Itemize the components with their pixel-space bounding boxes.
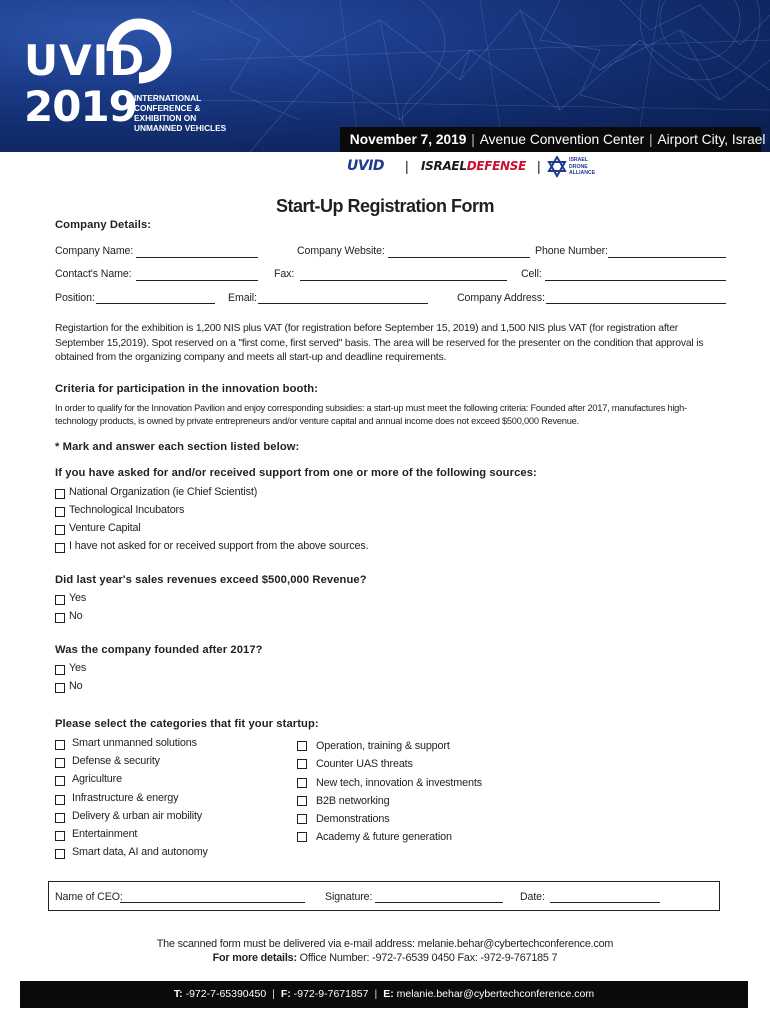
email-label: Email: [228, 292, 257, 304]
company-name-label: Company Name: [55, 245, 134, 257]
sponsor-uvid-logo: UVID [347, 158, 385, 174]
cell-field[interactable] [545, 280, 726, 281]
footer-fax: -972-9-7671857 [293, 988, 369, 1000]
category-label: Operation, training & support [316, 740, 450, 752]
support-option-checkbox[interactable] [55, 489, 65, 499]
criteria-heading: Criteria for participation in the innovation booth: [55, 383, 319, 395]
category-checkbox[interactable] [297, 759, 307, 769]
cell-label: Cell: [521, 268, 542, 280]
signature-label: Signature: [325, 891, 373, 903]
signature-box [48, 881, 720, 911]
support-option-label: Venture Capital [69, 522, 141, 534]
revenue-yes-checkbox[interactable] [55, 595, 65, 605]
footer-email: melanie.behar@cybertechconference.com [396, 988, 595, 1000]
category-label: Delivery & urban air mobility [72, 810, 203, 822]
signature-field[interactable] [375, 902, 503, 903]
company-website-field[interactable] [388, 257, 530, 258]
company-address-field[interactable] [546, 303, 726, 304]
footer-phone: -972-7-65390450 [185, 988, 267, 1000]
delivery-note: The scanned form must be delivered via e-mail address: melanie.behar@cybertechconference.com [156, 938, 614, 950]
category-checkbox[interactable] [55, 849, 65, 859]
category-checkbox[interactable] [297, 796, 307, 806]
logo-subtitle: INTERNATIONAL CONFERENCE & EXHIBITION ON UNMANNED VEHICLES [134, 93, 227, 133]
support-option-label: Technological Incubators [69, 504, 185, 516]
uvid-logo-year: 2019 [24, 82, 137, 131]
categories-question: Please select the categories that fit your startup: [55, 718, 319, 730]
category-label: New tech, innovation & investments [316, 777, 482, 789]
support-question: If you have asked for and/or received support from one or more of the following sources: [55, 467, 537, 479]
more-details-label: For more details: [212, 952, 297, 964]
event-header-banner [0, 0, 770, 152]
criteria-text: In order to qualify for the Innovation Pavilion and enjoy corresponding subsidies: a start-up must meet the following criteria: Founded after 2017, manufactures high-technology products, is owned by private entrepreneurs and/or venture capital and annual income does not exceed $500,000 Revenue. [55, 403, 687, 426]
sponsor-logos [347, 156, 607, 180]
uvid-logo-text: UVID [24, 36, 146, 85]
category-label: Infrastructure & energy [72, 792, 179, 804]
date-field[interactable] [550, 902, 660, 903]
category-checkbox[interactable] [55, 831, 65, 841]
event-venue: Avenue Convention Center [479, 131, 645, 147]
more-details-text: Office Number: -972-7-6539 0450 Fax: -972-9-767185 7 [299, 952, 558, 964]
category-label: Counter UAS threats [316, 758, 413, 770]
fax-field[interactable] [300, 280, 507, 281]
position-field[interactable] [96, 303, 215, 304]
sponsor-israel-drone-alliance-logo: ISRAEL DRONE ALLIANCE [547, 156, 607, 182]
category-checkbox[interactable] [55, 758, 65, 768]
support-option-checkbox[interactable] [55, 507, 65, 517]
support-option-checkbox[interactable] [55, 525, 65, 535]
category-label: Entertainment [72, 828, 138, 840]
category-label: Defense & security [72, 755, 160, 767]
ceo-name-label: Name of CEO: [55, 891, 123, 903]
more-details-line [0, 952, 770, 964]
ceo-name-field[interactable] [120, 902, 305, 903]
company-website-label: Company Website: [297, 245, 385, 257]
company-name-field[interactable] [136, 257, 258, 258]
founded-no-label: No [69, 680, 83, 692]
founded-question: Was the company founded after 2017? [55, 644, 263, 656]
category-label: Agriculture [72, 773, 122, 785]
revenue-question: Did last year's sales revenues exceed $500,000 Revenue? [55, 574, 367, 586]
registration-fee-text: Registartion for the exhibition is 1,200 NIS plus VAT (for registration before September 15, 2019) and 1,500 NIS plus VAT (for registration after September 15,2019). Spot reserved on a "first come, first served" basis. The area will be reserved for the presenter on the condition that approval is obtained from the organizing company and meets all start-up and deadline requirements. [55, 323, 704, 363]
company-details-heading: Company Details: [55, 219, 152, 231]
category-label: Academy & future generation [316, 831, 452, 843]
category-checkbox[interactable] [297, 832, 307, 842]
category-label: Demonstrations [316, 813, 390, 825]
star-of-david-icon [547, 156, 567, 178]
company-address-label: Company Address: [457, 292, 545, 304]
position-label: Position: [55, 292, 95, 304]
founded-no-checkbox[interactable] [55, 683, 65, 693]
category-checkbox[interactable] [55, 740, 65, 750]
category-checkbox[interactable] [297, 778, 307, 788]
contact-name-field[interactable] [136, 280, 258, 281]
revenue-yes-label: Yes [69, 592, 87, 604]
category-label: Smart unmanned solutions [72, 737, 197, 749]
email-field[interactable] [258, 303, 428, 304]
category-checkbox[interactable] [297, 741, 307, 751]
event-date-bar: November 7, 2019 | Avenue Convention Center | Airport City, Israel [340, 127, 761, 152]
category-checkbox[interactable] [297, 814, 307, 824]
category-label: Smart data, AI and autonomy [72, 846, 208, 858]
category-label: B2B networking [316, 795, 390, 807]
form-title: Start-Up Registration Form [275, 196, 494, 216]
founded-yes-label: Yes [69, 662, 87, 674]
support-option-checkbox[interactable] [55, 543, 65, 553]
revenue-no-label: No [69, 610, 83, 622]
support-option-label: National Organization (ie Chief Scientist) [69, 486, 258, 498]
category-checkbox[interactable] [55, 813, 65, 823]
revenue-no-checkbox[interactable] [55, 613, 65, 623]
category-checkbox[interactable] [55, 776, 65, 786]
mark-instructions: * Mark and answer each section listed below: [55, 441, 300, 453]
event-date: November 7, 2019 [349, 131, 467, 147]
date-label: Date: [520, 891, 545, 903]
sponsor-divider: | [405, 158, 409, 174]
event-location: Airport City, Israel [657, 131, 766, 147]
sponsor-divider: | [537, 158, 541, 174]
support-option-label: I have not asked for or received support from the above sources. [69, 540, 369, 552]
sponsor-israel-defense-logo: ISRAELDEFENSE [421, 159, 527, 173]
fax-label: Fax: [274, 268, 295, 280]
contact-name-label: Contact's Name: [55, 268, 132, 280]
phone-number-label: Phone Number: [535, 245, 608, 257]
founded-yes-checkbox[interactable] [55, 665, 65, 675]
category-checkbox[interactable] [55, 795, 65, 805]
contact-footer-bar: T: -972-7-65390450 | F: -972-9-7671857 | E: melanie.behar@cybertechconference.com [20, 981, 748, 1008]
phone-number-field[interactable] [608, 257, 726, 258]
